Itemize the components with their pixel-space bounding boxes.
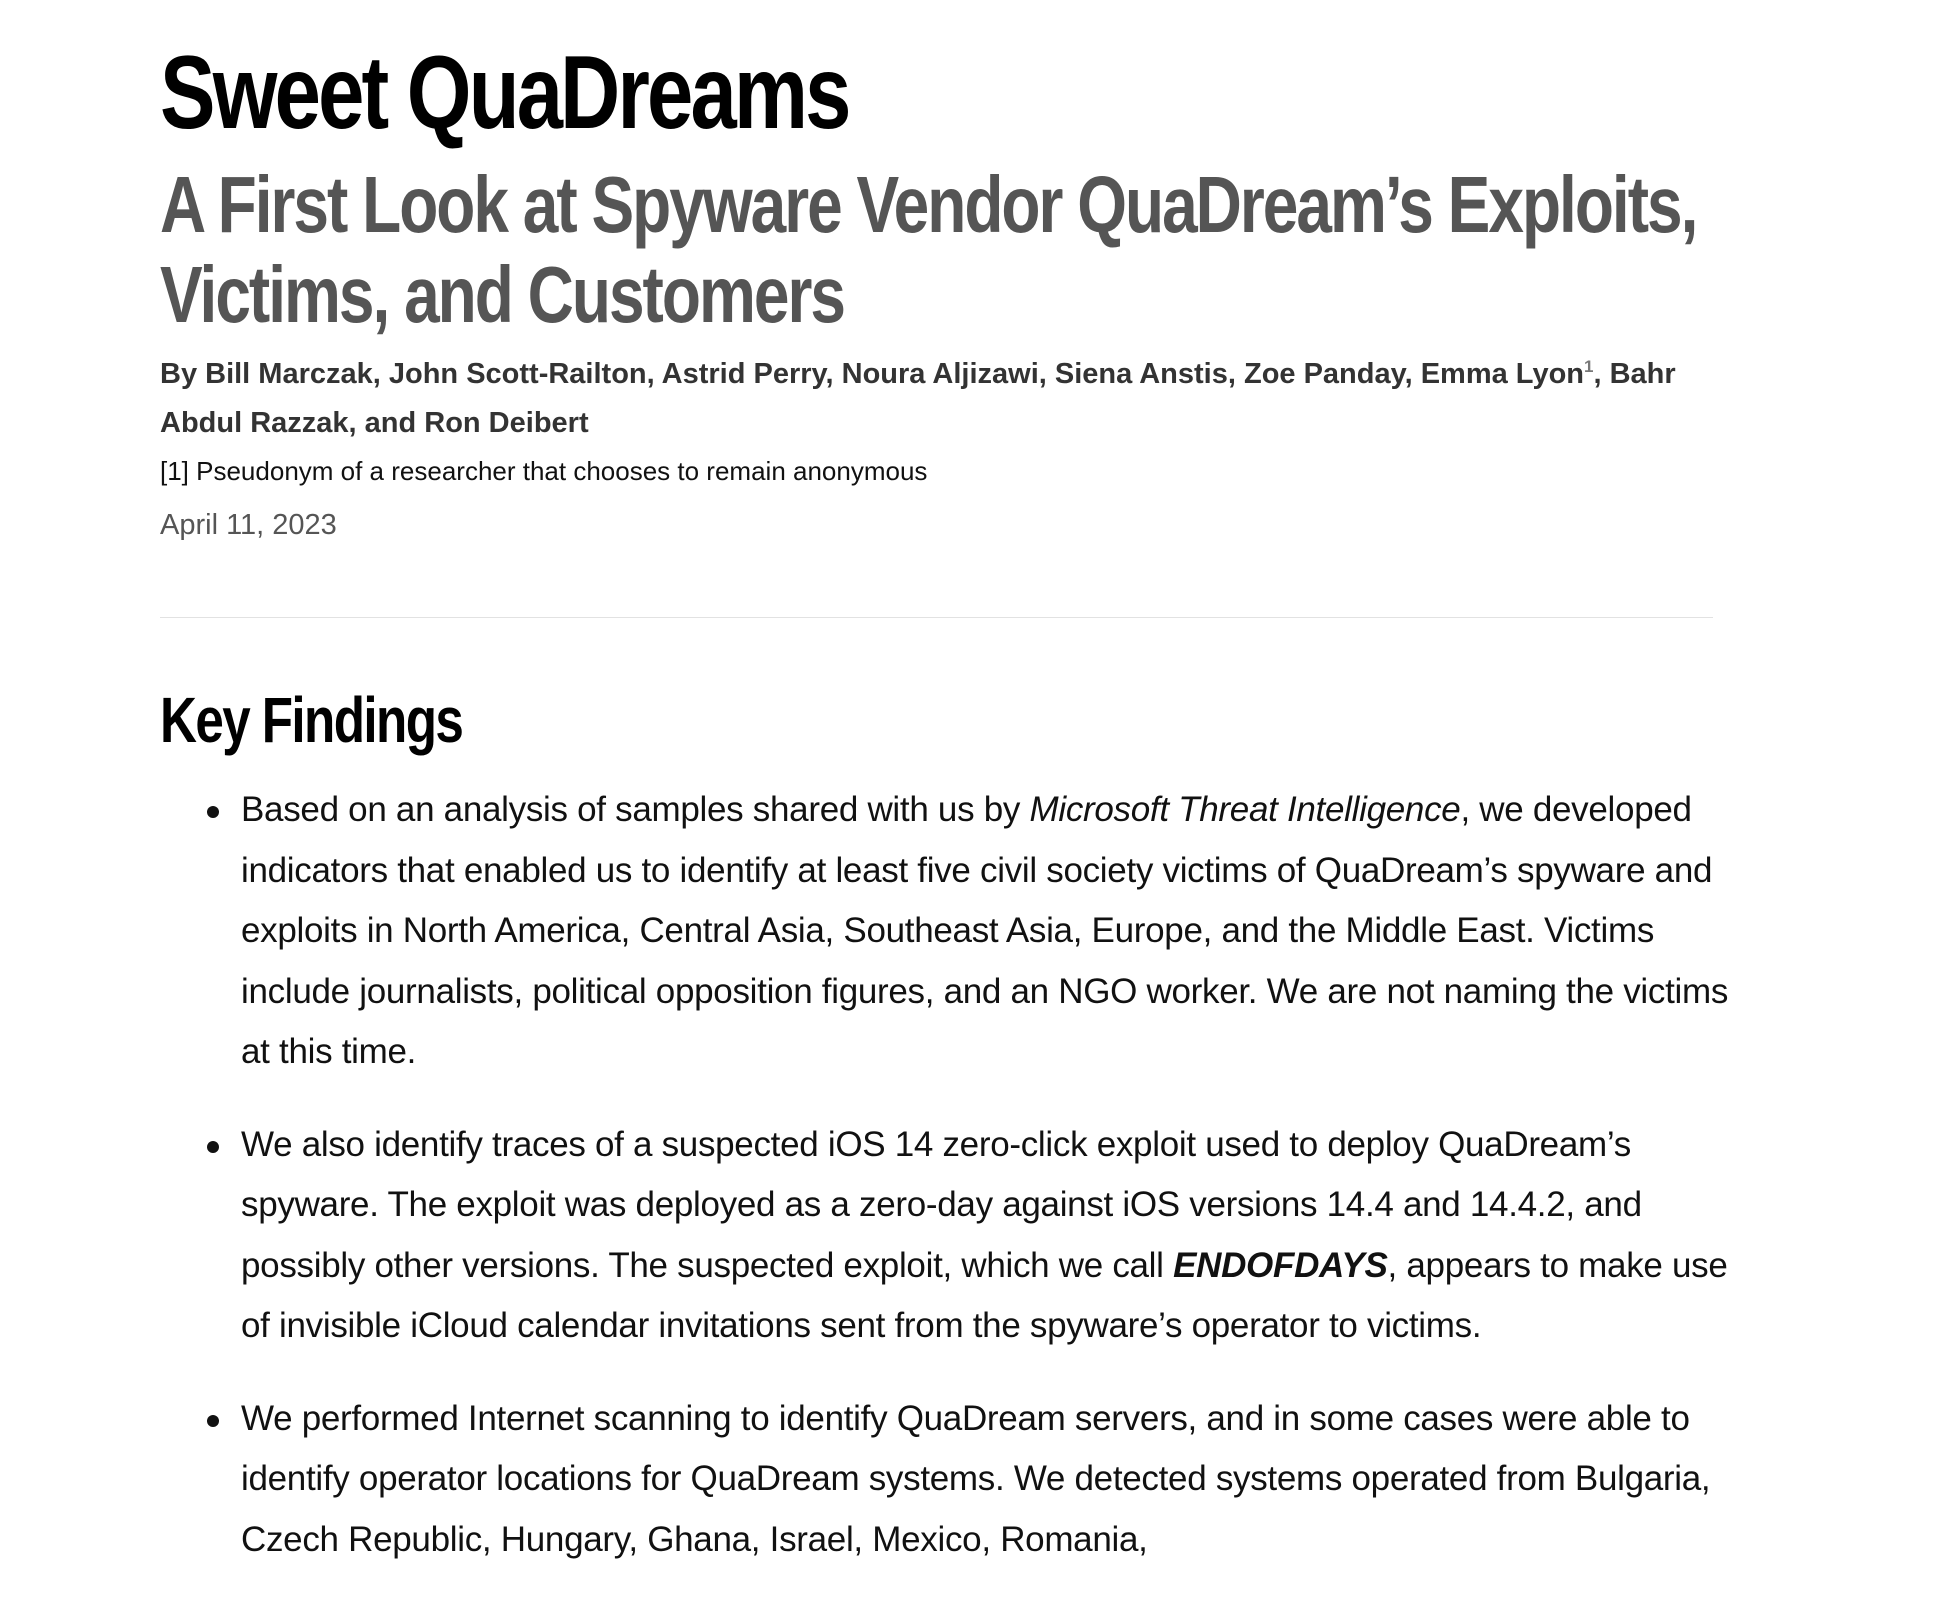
- finding-item-1: [160, 780, 1740, 1083]
- author-byline: [160, 350, 1720, 448]
- finding-1-text: Based on an analysis of samples shared with us by: [241, 790, 1030, 829]
- bullet-icon: [207, 1415, 219, 1427]
- bullet-icon: [207, 1141, 219, 1153]
- footnote-marker[interactable]: 1: [1584, 357, 1594, 376]
- author-list: By Bill Marczak, John Scott-Railton, Astrid Perry, Noura Aljizawi, Siena Anstis, Zoe Panday, Emma Lyon: [160, 358, 1585, 390]
- article-title: Sweet QuaDreams: [160, 35, 849, 151]
- publish-date: April 11, 2023: [160, 509, 337, 541]
- key-findings-list: [160, 780, 1740, 1602]
- author-list-continued: , Bahr Abdul Razzak, and Ron Deibert: [160, 358, 1676, 439]
- finding-2-text: We also identify traces of a suspected iOS 14 zero-click exploit used to deploy QuaDream’s spyware. The exploit was deployed as a zero-day against iOS versions 14.4 and 14.4.2, and possibly other versions. The suspected exploit, which we call: [241, 1124, 1642, 1285]
- key-findings-heading: Key Findings: [160, 684, 463, 756]
- header-divider: [160, 617, 1713, 618]
- author-footnote: [1] Pseudonym of a researcher that chooses to remain anonymous: [160, 456, 928, 486]
- finding-item-3: [160, 1389, 1740, 1571]
- finding-2-exploit-name: ENDOFDAYS: [1173, 1245, 1388, 1285]
- finding-3-text: We performed Internet scanning to identify QuaDream servers, and in some cases were able to identify operator locations for QuaDream systems. We detected systems operated from Bulgaria, Czech Republic, Hungary, Ghana, Israel, Mexico, Romania,: [241, 1398, 1711, 1559]
- finding-2-text-continued: , appears to make use of invisible iCloud calendar invitations sent from the spyware’s operator to victims.: [241, 1245, 1728, 1345]
- finding-1-text-continued: , we developed indicators that enabled us to identify at least five civil society victims of QuaDream’s spyware and exploits in North America, Central Asia, Southeast Asia, Europe, and the Middle East. Victims include journalists, political opposition figures, and an NGO worker. We are not naming the victims at this time.: [241, 790, 1729, 1071]
- article-subtitle: A First Look at Spyware Vendor QuaDream’s Exploits, Victims, and Customers: [160, 160, 1697, 339]
- bullet-icon: [207, 806, 219, 818]
- finding-1-source-emphasis: Microsoft Threat Intelligence: [1029, 790, 1461, 829]
- finding-item-2: [160, 1115, 1740, 1357]
